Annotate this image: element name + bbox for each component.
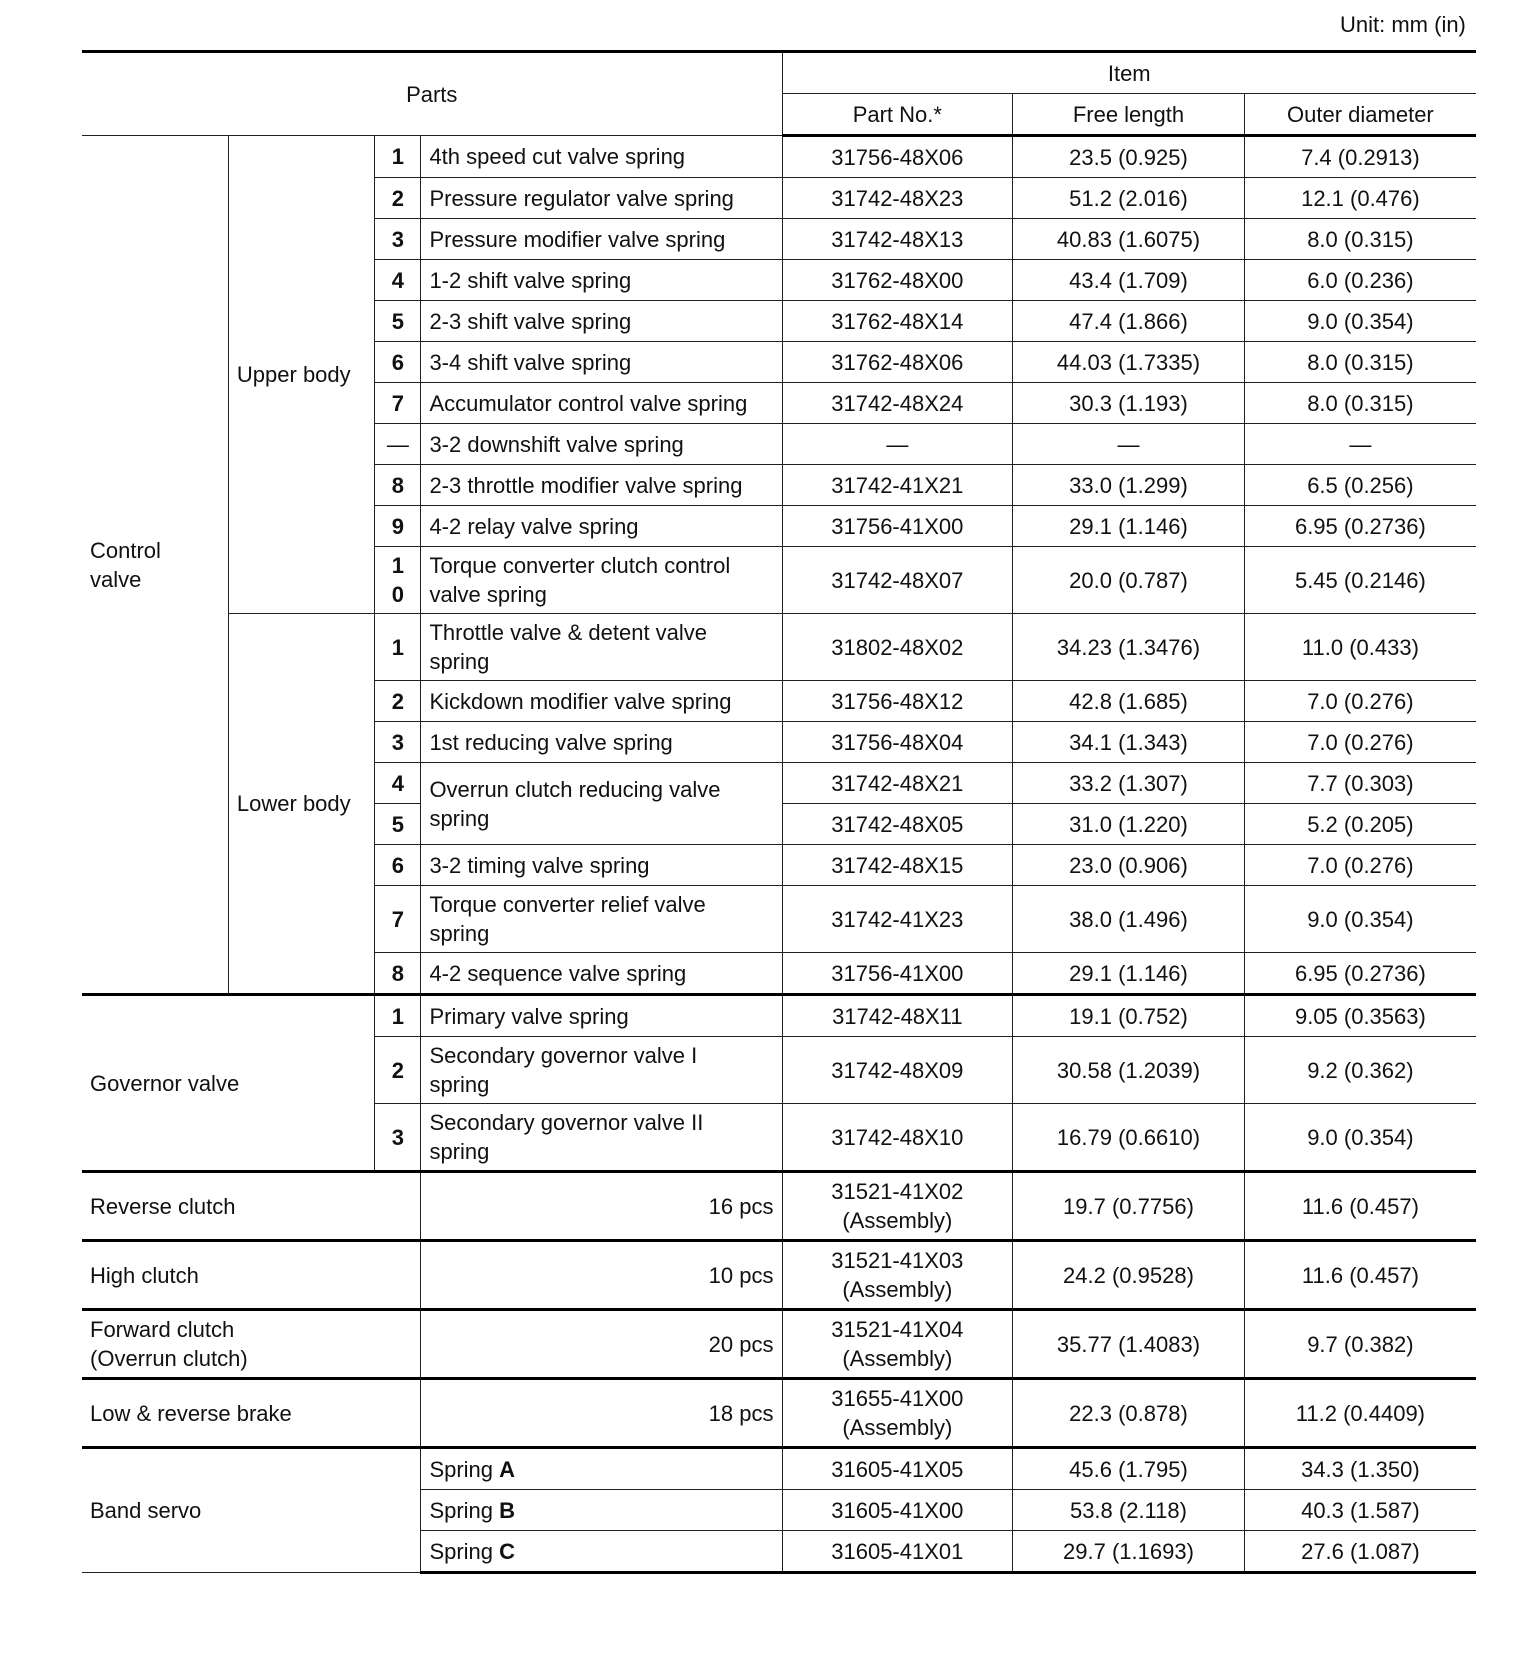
free-length-cell: 34.23 (1.3476) [1013,614,1245,681]
row-number: 7 [375,886,421,953]
outer-diameter-cell: — [1244,424,1476,465]
table-row [82,136,1476,178]
part-name-cell: 3-2 downshift valve spring [421,424,782,465]
part-no-cell: 31605-41X01 [782,1531,1013,1573]
part-name-cell: Primary valve spring [421,995,782,1037]
part-name-cell: Low & reverse brake [82,1379,421,1448]
part-name-cell: Torque converter clutch control valve spring [421,547,782,614]
free-length-cell: 29.1 (1.146) [1013,506,1245,547]
part-name-cell: Throttle valve & detent valve spring [421,614,782,681]
part-name-cell: Spring A [421,1448,782,1490]
part-no-cell: 31742-48X13 [782,219,1013,260]
quantity-cell: 18 pcs [421,1379,782,1448]
outer-diameter-cell: 5.45 (0.2146) [1244,547,1476,614]
row-number: 1 0 [375,547,421,614]
spring-letter: C [499,1538,516,1564]
control-valve-label: Control valve [82,136,228,995]
free-length-cell: 34.1 (1.343) [1013,722,1245,763]
outer-diameter-cell: 8.0 (0.315) [1244,342,1476,383]
part-no-cell: 31742-48X24 [782,383,1013,424]
part-no-cell: 31742-48X21 [782,763,1013,804]
row-number: 8 [375,953,421,995]
part-name-cell: Forward clutch (Overrun clutch) [82,1310,421,1379]
part-no-cell: 31802-48X02 [782,614,1013,681]
table-row [82,1172,1476,1241]
parts-header: Parts [82,52,782,136]
outer-diameter-cell: 11.6 (0.457) [1244,1241,1476,1310]
outer-diameter-cell: 9.0 (0.354) [1244,886,1476,953]
part-name-cell: 4th speed cut valve spring [421,136,782,178]
free-length-cell: 53.8 (2.118) [1013,1490,1245,1531]
free-length-header: Free length [1013,94,1245,136]
free-length-cell: 44.03 (1.7335) [1013,342,1245,383]
outer-diameter-cell: 9.2 (0.362) [1244,1037,1476,1104]
row-number: 4 [375,260,421,301]
outer-diameter-cell: 8.0 (0.315) [1244,219,1476,260]
outer-diameter-cell: 9.05 (0.3563) [1244,995,1476,1037]
part-name-cell: Secondary governor valve I spring [421,1037,782,1104]
free-length-cell: 33.2 (1.307) [1013,763,1245,804]
part-no-cell: 31605-41X00 [782,1490,1013,1531]
row-number: 3 [375,722,421,763]
outer-diameter-cell: 34.3 (1.350) [1244,1448,1476,1490]
unit-label: Unit: mm (in) [1340,12,1466,37]
upper-body-label: Upper body [228,136,374,614]
part-no-cell: 31756-41X00 [782,953,1013,995]
row-number: 8 [375,465,421,506]
governor-valve-label: Governor valve [82,995,375,1172]
part-no-cell: 31521-41X02 (Assembly) [782,1172,1013,1241]
outer-diameter-cell: 8.0 (0.315) [1244,383,1476,424]
table-body [82,52,1476,1573]
outer-diameter-cell: 11.6 (0.457) [1244,1172,1476,1241]
row-number: 1 [375,136,421,178]
part-no-cell: 31742-48X09 [782,1037,1013,1104]
part-name-cell: Secondary governor valve II spring [421,1104,782,1172]
part-no-cell: 31742-48X10 [782,1104,1013,1172]
free-length-cell: 20.0 (0.787) [1013,547,1245,614]
part-name-cell: Kickdown modifier valve spring [421,681,782,722]
free-length-cell: 42.8 (1.685) [1013,681,1245,722]
outer-diameter-cell: 6.95 (0.2736) [1244,506,1476,547]
part-no-cell: 31742-41X21 [782,465,1013,506]
quantity-cell: 20 pcs [421,1310,782,1379]
row-number: 9 [375,506,421,547]
part-no-cell: 31521-41X03 (Assembly) [782,1241,1013,1310]
free-length-cell: 19.1 (0.752) [1013,995,1245,1037]
part-no-cell: 31655-41X00 (Assembly) [782,1379,1013,1448]
row-number: 7 [375,383,421,424]
part-name-cell: 2-3 throttle modifier valve spring [421,465,782,506]
row-number: 2 [375,681,421,722]
outer-diameter-cell: 9.0 (0.354) [1244,301,1476,342]
table-row [82,1241,1476,1310]
part-no-cell: 31756-48X04 [782,722,1013,763]
part-name-cell: Accumulator control valve spring [421,383,782,424]
outer-diameter-cell: 7.7 (0.303) [1244,763,1476,804]
free-length-cell: 38.0 (1.496) [1013,886,1245,953]
part-no-cell: 31756-48X12 [782,681,1013,722]
row-number: 5 [375,301,421,342]
part-no-cell: — [782,424,1013,465]
part-no-cell: 31762-48X06 [782,342,1013,383]
table-row [82,614,1476,681]
part-name-cell: Spring B [421,1490,782,1531]
item-header: Item [782,52,1476,94]
part-name-cell: Overrun clutch reducing valve spring [421,763,782,845]
outer-diameter-cell: 11.0 (0.433) [1244,614,1476,681]
row-number: 3 [375,219,421,260]
row-number: 3 [375,1104,421,1172]
outer-diameter-cell: 11.2 (0.4409) [1244,1379,1476,1448]
outer-diameter-cell: 6.95 (0.2736) [1244,953,1476,995]
outer-diameter-cell: 12.1 (0.476) [1244,178,1476,219]
part-no-header: Part No.* [782,94,1013,136]
quantity-cell: 16 pcs [421,1172,782,1241]
part-name-cell: High clutch [82,1241,421,1310]
part-no-cell: 31742-48X05 [782,804,1013,845]
free-length-cell: 23.0 (0.906) [1013,845,1245,886]
row-number: 1 [375,614,421,681]
outer-diameter-cell: 6.5 (0.256) [1244,465,1476,506]
part-name-cell: Pressure regulator valve spring [421,178,782,219]
free-length-cell: 29.1 (1.146) [1013,953,1245,995]
part-name-cell: Pressure modifier valve spring [421,219,782,260]
outer-diameter-cell: 9.7 (0.382) [1244,1310,1476,1379]
outer-diameter-cell: 27.6 (1.087) [1244,1531,1476,1573]
free-length-cell: 31.0 (1.220) [1013,804,1245,845]
lower-body-label: Lower body [228,614,374,995]
part-name-cell: 4-2 sequence valve spring [421,953,782,995]
row-number: 1 [375,995,421,1037]
free-length-cell: 24.2 (0.9528) [1013,1241,1245,1310]
table-row [82,1310,1476,1379]
part-no-cell: 31762-48X14 [782,301,1013,342]
free-length-cell: 47.4 (1.866) [1013,301,1245,342]
free-length-cell: 30.58 (1.2039) [1013,1037,1245,1104]
part-name-cell: 3-2 timing valve spring [421,845,782,886]
free-length-cell: 33.0 (1.299) [1013,465,1245,506]
free-length-cell: 16.79 (0.6610) [1013,1104,1245,1172]
part-no-cell: 31742-48X11 [782,995,1013,1037]
part-name-cell: Torque converter relief valve spring [421,886,782,953]
part-name-cell: Reverse clutch [82,1172,421,1241]
part-no-cell: 31742-48X15 [782,845,1013,886]
table-row [82,1448,1476,1490]
row-number: 2 [375,1037,421,1104]
outer-diameter-cell: 7.0 (0.276) [1244,845,1476,886]
row-number: — [375,424,421,465]
free-length-cell: 40.83 (1.6075) [1013,219,1245,260]
part-name-cell: 3-4 shift valve spring [421,342,782,383]
table-row [82,995,1476,1037]
row-number: 6 [375,342,421,383]
outer-diameter-cell: 7.0 (0.276) [1244,722,1476,763]
part-no-cell: 31756-41X00 [782,506,1013,547]
part-no-cell: 31605-41X05 [782,1448,1013,1490]
part-no-cell: 31521-41X04 (Assembly) [782,1310,1013,1379]
free-length-cell: 23.5 (0.925) [1013,136,1245,178]
part-name-cell: 4-2 relay valve spring [421,506,782,547]
outer-diameter-cell: 9.0 (0.354) [1244,1104,1476,1172]
free-length-cell: 45.6 (1.795) [1013,1448,1245,1490]
row-number: 6 [375,845,421,886]
part-name-cell: 1st reducing valve spring [421,722,782,763]
part-name-cell: 2-3 shift valve spring [421,301,782,342]
band-servo-label: Band servo [82,1448,421,1573]
spring-letter: B [499,1497,516,1523]
free-length-cell: 51.2 (2.016) [1013,178,1245,219]
part-no-cell: 31742-41X23 [782,886,1013,953]
table-row [82,1379,1476,1448]
free-length-cell: 30.3 (1.193) [1013,383,1245,424]
row-number: 4 [375,763,421,804]
free-length-cell: 29.7 (1.1693) [1013,1531,1245,1573]
part-no-cell: 31762-48X00 [782,260,1013,301]
quantity-cell: 10 pcs [421,1241,782,1310]
free-length-cell: 43.4 (1.709) [1013,260,1245,301]
outer-diameter-cell: 7.0 (0.276) [1244,681,1476,722]
free-length-cell: 22.3 (0.878) [1013,1379,1245,1448]
outer-diameter-cell: 6.0 (0.236) [1244,260,1476,301]
row-number: 2 [375,178,421,219]
outer-diameter-cell: 40.3 (1.587) [1244,1490,1476,1531]
header-row [82,52,1476,94]
part-name-cell: 1-2 shift valve spring [421,260,782,301]
spring-spec-table [82,50,1476,1574]
free-length-cell: 35.77 (1.4083) [1013,1310,1245,1379]
row-number: 5 [375,804,421,845]
outer-diameter-cell: 7.4 (0.2913) [1244,136,1476,178]
outer-diameter-header: Outer diameter [1244,94,1476,136]
part-no-cell: 31756-48X06 [782,136,1013,178]
part-no-cell: 31742-48X07 [782,547,1013,614]
outer-diameter-cell: 5.2 (0.205) [1244,804,1476,845]
part-no-cell: 31742-48X23 [782,178,1013,219]
free-length-cell: — [1013,424,1245,465]
free-length-cell: 19.7 (0.7756) [1013,1172,1245,1241]
part-name-cell: Spring C [421,1531,782,1573]
spring-letter: A [499,1456,516,1482]
